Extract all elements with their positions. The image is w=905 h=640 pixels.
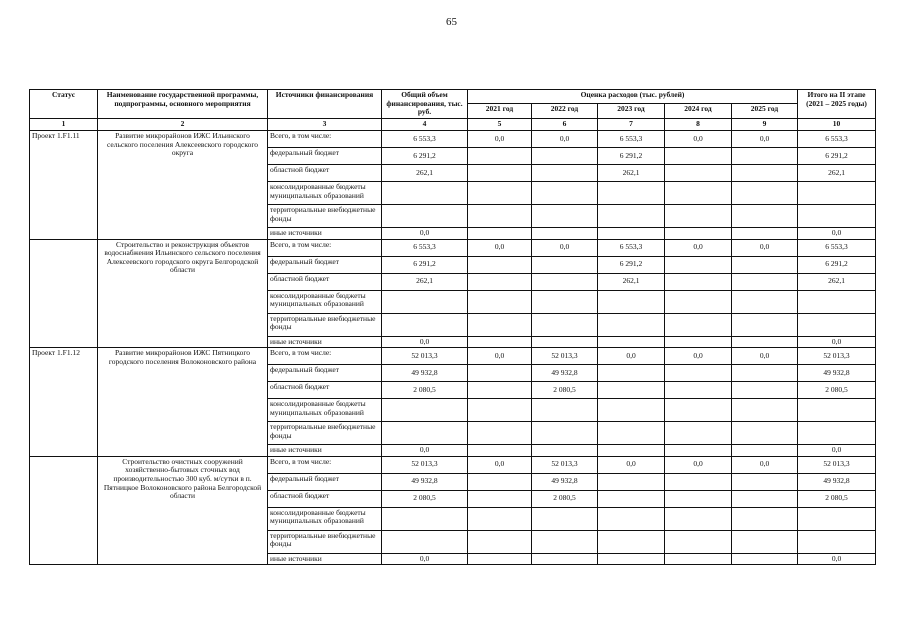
- year-value-cell: [732, 445, 798, 457]
- column-number: 6: [532, 118, 598, 130]
- total-volume-cell: [382, 422, 468, 445]
- stage-total-cell: 2 080,5: [798, 382, 876, 399]
- header-total-volume: Общий объем финансирования, тыс. руб.: [382, 90, 468, 119]
- year-value-cell: [598, 553, 665, 565]
- source-cell: областной бюджет: [268, 382, 382, 399]
- year-value-cell: [598, 365, 665, 382]
- year-value-cell: [468, 256, 532, 273]
- total-volume-cell: 49 932,8: [382, 365, 468, 382]
- header-year: 2025 год: [732, 104, 798, 118]
- table-row: [30, 239, 876, 256]
- year-value-cell: [665, 290, 732, 313]
- table-row: [30, 456, 876, 473]
- total-volume-cell: 262,1: [382, 164, 468, 181]
- page-number: 65: [446, 16, 457, 28]
- year-value-cell: [532, 164, 598, 181]
- year-value-cell: 49 932,8: [532, 473, 598, 490]
- year-value-cell: 0,0: [468, 348, 532, 365]
- total-volume-cell: 0,0: [382, 227, 468, 239]
- year-value-cell: [468, 490, 532, 507]
- stage-total-cell: 0,0: [798, 227, 876, 239]
- source-cell: консолидированные бюджеты муниципальных образований: [268, 181, 382, 204]
- stage-total-cell: 52 013,3: [798, 456, 876, 473]
- stage-total-cell: 0,0: [798, 445, 876, 457]
- header-estimate: Оценка расходов (тыс. рублей): [468, 90, 798, 104]
- year-value-cell: [598, 336, 665, 348]
- year-value-cell: [468, 147, 532, 164]
- year-value-cell: 0,0: [532, 239, 598, 256]
- year-value-cell: [732, 473, 798, 490]
- year-value-cell: [732, 553, 798, 565]
- total-volume-cell: 6 553,3: [382, 130, 468, 147]
- header-stage-total: Итого на II этапе (2021 – 2025 годы): [798, 90, 876, 119]
- source-cell: федеральный бюджет: [268, 256, 382, 273]
- program-name-cell: Развитие микрорайонов ИЖС Ильинского сельского поселения Алексеевского городского округа: [98, 130, 268, 239]
- stage-total-cell: 262,1: [798, 273, 876, 290]
- total-volume-cell: 52 013,3: [382, 348, 468, 365]
- total-volume-cell: [382, 507, 468, 530]
- year-value-cell: [532, 147, 598, 164]
- year-value-cell: [532, 530, 598, 553]
- year-value-cell: [598, 181, 665, 204]
- source-cell: Всего, в том числе:: [268, 456, 382, 473]
- source-cell: иные источники: [268, 553, 382, 565]
- year-value-cell: [598, 382, 665, 399]
- source-cell: консолидированные бюджеты муниципальных образований: [268, 507, 382, 530]
- year-value-cell: [468, 273, 532, 290]
- year-value-cell: [468, 313, 532, 336]
- column-number: 1: [30, 118, 98, 130]
- year-value-cell: 52 013,3: [532, 348, 598, 365]
- year-value-cell: [665, 147, 732, 164]
- year-value-cell: [732, 313, 798, 336]
- year-value-cell: 0,0: [665, 456, 732, 473]
- year-value-cell: [532, 290, 598, 313]
- year-value-cell: 0,0: [665, 239, 732, 256]
- year-value-cell: [732, 273, 798, 290]
- year-value-cell: 0,0: [732, 348, 798, 365]
- stage-total-cell: [798, 507, 876, 530]
- source-cell: областной бюджет: [268, 490, 382, 507]
- year-value-cell: [732, 181, 798, 204]
- header-row: [30, 90, 876, 104]
- source-cell: иные источники: [268, 336, 382, 348]
- year-value-cell: 6 553,3: [598, 239, 665, 256]
- source-cell: иные источники: [268, 227, 382, 239]
- year-value-cell: [468, 336, 532, 348]
- year-value-cell: [598, 473, 665, 490]
- total-volume-cell: [382, 290, 468, 313]
- year-value-cell: [598, 399, 665, 422]
- stage-total-cell: 0,0: [798, 336, 876, 348]
- stage-total-cell: 49 932,8: [798, 473, 876, 490]
- year-value-cell: [732, 365, 798, 382]
- total-volume-cell: [382, 399, 468, 422]
- stage-total-cell: 2 080,5: [798, 490, 876, 507]
- year-value-cell: [665, 204, 732, 227]
- total-volume-cell: 262,1: [382, 273, 468, 290]
- year-value-cell: 0,0: [598, 456, 665, 473]
- status-cell: Проект 1.F1.11: [30, 130, 98, 239]
- stage-total-cell: 49 932,8: [798, 365, 876, 382]
- source-cell: Всего, в том числе:: [268, 130, 382, 147]
- year-value-cell: [665, 181, 732, 204]
- year-value-cell: 0,0: [468, 239, 532, 256]
- total-volume-cell: [382, 313, 468, 336]
- column-number: 4: [382, 118, 468, 130]
- year-value-cell: [665, 313, 732, 336]
- total-volume-cell: [382, 204, 468, 227]
- year-value-cell: 262,1: [598, 164, 665, 181]
- year-value-cell: 2 080,5: [532, 382, 598, 399]
- financing-table: [29, 89, 876, 565]
- program-name-cell: Строительство и реконструкция объектов водоснабжения Ильинского сельского поселения Алексеевского городского округа Белгородской области: [98, 239, 268, 348]
- column-number: 2: [98, 118, 268, 130]
- year-value-cell: [468, 204, 532, 227]
- source-cell: федеральный бюджет: [268, 365, 382, 382]
- header-status: Статус: [30, 90, 98, 119]
- column-number: 9: [732, 118, 798, 130]
- source-cell: территориальные внебюджетные фонды: [268, 422, 382, 445]
- source-cell: областной бюджет: [268, 273, 382, 290]
- total-volume-cell: 2 080,5: [382, 382, 468, 399]
- year-value-cell: [468, 227, 532, 239]
- year-value-cell: 0,0: [468, 456, 532, 473]
- year-value-cell: [468, 365, 532, 382]
- year-value-cell: 49 932,8: [532, 365, 598, 382]
- year-value-cell: [468, 530, 532, 553]
- stage-total-cell: [798, 530, 876, 553]
- year-value-cell: [598, 490, 665, 507]
- source-cell: территориальные внебюджетные фонды: [268, 313, 382, 336]
- total-volume-cell: [382, 181, 468, 204]
- year-value-cell: [532, 227, 598, 239]
- year-value-cell: [665, 382, 732, 399]
- total-volume-cell: 6 291,2: [382, 147, 468, 164]
- year-value-cell: 6 553,3: [598, 130, 665, 147]
- year-value-cell: 0,0: [532, 130, 598, 147]
- header-year: 2024 год: [665, 104, 732, 118]
- year-value-cell: 6 291,2: [598, 147, 665, 164]
- year-value-cell: [598, 227, 665, 239]
- year-value-cell: [665, 365, 732, 382]
- header-name: Наименование государственной программы, подпрограммы, основного мероприятия: [98, 90, 268, 119]
- year-value-cell: [468, 422, 532, 445]
- year-value-cell: 0,0: [468, 130, 532, 147]
- header-year: 2022 год: [532, 104, 598, 118]
- header-year: 2023 год: [598, 104, 665, 118]
- stage-total-cell: [798, 313, 876, 336]
- stage-total-cell: 6 553,3: [798, 239, 876, 256]
- year-value-cell: [468, 382, 532, 399]
- year-value-cell: [732, 530, 798, 553]
- year-value-cell: [732, 227, 798, 239]
- total-volume-cell: [382, 530, 468, 553]
- year-value-cell: 52 013,3: [532, 456, 598, 473]
- column-number: 5: [468, 118, 532, 130]
- year-value-cell: [532, 445, 598, 457]
- year-value-cell: [468, 473, 532, 490]
- year-value-cell: [468, 507, 532, 530]
- header-year: 2021 год: [468, 104, 532, 118]
- program-name-cell: Строительство очистных сооружений хозяйственно-бытовых сточных вод производительностью 300 куб. м/сутки в п. Пятницкое Волоконовского района Белгородской области: [98, 456, 268, 565]
- year-value-cell: [665, 256, 732, 273]
- year-value-cell: 0,0: [665, 348, 732, 365]
- source-cell: федеральный бюджет: [268, 473, 382, 490]
- year-value-cell: [468, 399, 532, 422]
- year-value-cell: [598, 530, 665, 553]
- source-cell: территориальные внебюджетные фонды: [268, 204, 382, 227]
- year-value-cell: [532, 273, 598, 290]
- year-value-cell: [598, 422, 665, 445]
- source-cell: консолидированные бюджеты муниципальных образований: [268, 399, 382, 422]
- program-name-cell: Развитие микрорайонов ИЖС Пятницкого городского поселения Волоконовского района: [98, 348, 268, 457]
- stage-total-cell: 262,1: [798, 164, 876, 181]
- total-volume-cell: 0,0: [382, 445, 468, 457]
- table-row: [30, 130, 876, 147]
- year-value-cell: [532, 553, 598, 565]
- year-value-cell: [665, 227, 732, 239]
- year-value-cell: [732, 382, 798, 399]
- year-value-cell: 0,0: [732, 456, 798, 473]
- year-value-cell: [532, 399, 598, 422]
- total-volume-cell: 2 080,5: [382, 490, 468, 507]
- source-cell: территориальные внебюджетные фонды: [268, 530, 382, 553]
- year-value-cell: [732, 290, 798, 313]
- year-value-cell: [532, 204, 598, 227]
- year-value-cell: [598, 290, 665, 313]
- header-sources: Источники финансирования: [268, 90, 382, 119]
- year-value-cell: [665, 336, 732, 348]
- year-value-cell: [732, 147, 798, 164]
- stage-total-cell: 6 553,3: [798, 130, 876, 147]
- year-value-cell: [468, 290, 532, 313]
- stage-total-cell: 6 291,2: [798, 256, 876, 273]
- year-value-cell: [665, 473, 732, 490]
- status-cell: [30, 239, 98, 348]
- year-value-cell: [665, 507, 732, 530]
- year-value-cell: 0,0: [598, 348, 665, 365]
- year-value-cell: [665, 399, 732, 422]
- year-value-cell: 0,0: [665, 130, 732, 147]
- year-value-cell: [598, 445, 665, 457]
- total-volume-cell: 6 553,3: [382, 239, 468, 256]
- source-cell: федеральный бюджет: [268, 147, 382, 164]
- stage-total-cell: [798, 290, 876, 313]
- year-value-cell: [468, 181, 532, 204]
- source-cell: иные источники: [268, 445, 382, 457]
- source-cell: Всего, в том числе:: [268, 239, 382, 256]
- source-cell: консолидированные бюджеты муниципальных образований: [268, 290, 382, 313]
- table-row: [30, 348, 876, 365]
- status-cell: [30, 456, 98, 565]
- year-value-cell: [598, 204, 665, 227]
- year-value-cell: [732, 204, 798, 227]
- year-value-cell: [468, 553, 532, 565]
- year-value-cell: [665, 445, 732, 457]
- year-value-cell: [665, 422, 732, 445]
- year-value-cell: [732, 490, 798, 507]
- total-volume-cell: 0,0: [382, 553, 468, 565]
- column-number-row: [30, 118, 876, 130]
- year-value-cell: [468, 445, 532, 457]
- year-value-cell: [665, 553, 732, 565]
- year-value-cell: [732, 399, 798, 422]
- source-cell: Всего, в том числе:: [268, 348, 382, 365]
- stage-total-cell: 52 013,3: [798, 348, 876, 365]
- year-value-cell: 0,0: [732, 130, 798, 147]
- year-value-cell: [532, 181, 598, 204]
- status-cell: Проект 1.F1.12: [30, 348, 98, 457]
- year-value-cell: [665, 273, 732, 290]
- year-value-cell: 262,1: [598, 273, 665, 290]
- year-value-cell: [732, 507, 798, 530]
- total-volume-cell: 49 932,8: [382, 473, 468, 490]
- stage-total-cell: 6 291,2: [798, 147, 876, 164]
- year-value-cell: [665, 164, 732, 181]
- year-value-cell: [532, 336, 598, 348]
- year-value-cell: [532, 507, 598, 530]
- column-number: 7: [598, 118, 665, 130]
- total-volume-cell: 6 291,2: [382, 256, 468, 273]
- stage-total-cell: [798, 399, 876, 422]
- year-value-cell: [532, 313, 598, 336]
- year-value-cell: [665, 490, 732, 507]
- year-value-cell: [598, 507, 665, 530]
- stage-total-cell: [798, 204, 876, 227]
- total-volume-cell: 52 013,3: [382, 456, 468, 473]
- total-volume-cell: 0,0: [382, 336, 468, 348]
- source-cell: областной бюджет: [268, 164, 382, 181]
- year-value-cell: 6 291,2: [598, 256, 665, 273]
- year-value-cell: [732, 256, 798, 273]
- column-number: 8: [665, 118, 732, 130]
- year-value-cell: [532, 256, 598, 273]
- column-number: 3: [268, 118, 382, 130]
- column-number: 10: [798, 118, 876, 130]
- year-value-cell: [532, 422, 598, 445]
- year-value-cell: 2 080,5: [532, 490, 598, 507]
- stage-total-cell: 0,0: [798, 553, 876, 565]
- year-value-cell: [732, 422, 798, 445]
- year-value-cell: [468, 164, 532, 181]
- stage-total-cell: [798, 422, 876, 445]
- year-value-cell: [732, 336, 798, 348]
- year-value-cell: [732, 164, 798, 181]
- year-value-cell: [665, 530, 732, 553]
- year-value-cell: [598, 313, 665, 336]
- stage-total-cell: [798, 181, 876, 204]
- year-value-cell: 0,0: [732, 239, 798, 256]
